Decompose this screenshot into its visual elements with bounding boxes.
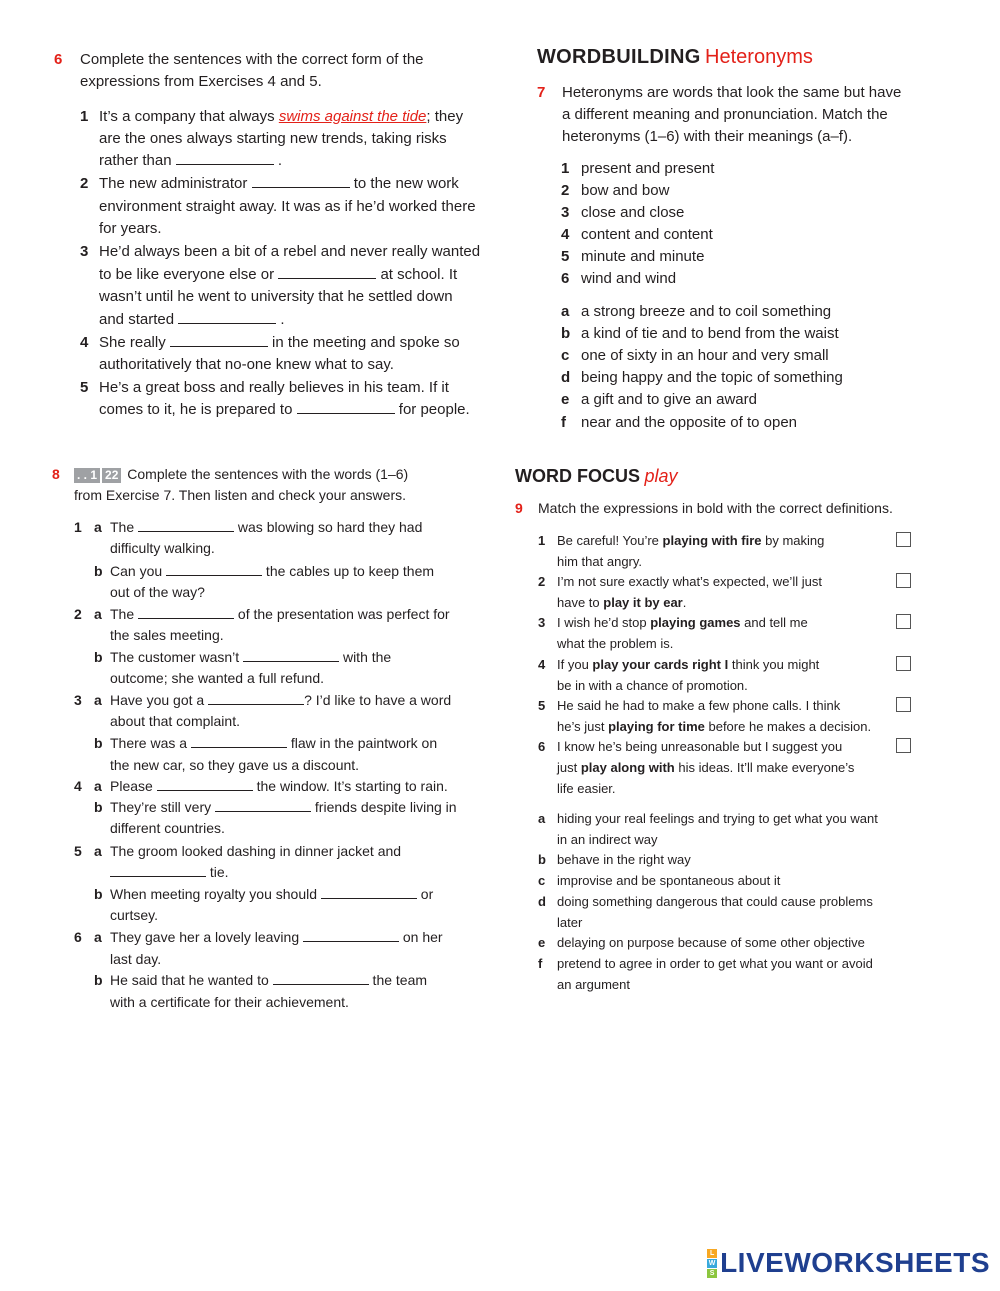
definition-text: pretend to agree in order to get what you want or avoid [557, 956, 873, 971]
answer-blank[interactable] [157, 778, 253, 791]
item-number: 4 [74, 778, 82, 794]
sentence-line: environment straight away. It was as if he’d worked there [99, 198, 476, 215]
sentence-line: are the ones always starting new trends, taking risks [99, 130, 447, 147]
definition-text: an argument [557, 977, 630, 992]
item-letter: a [94, 929, 102, 945]
list-item: 4 content and content [561, 226, 713, 243]
sentence-line: to be like everyone else or at school. It [99, 266, 458, 283]
sentence-text: Have you got a ? I’d like to have a word [110, 692, 452, 708]
definition-letter: b [538, 852, 546, 867]
sentence-row [74, 690, 451, 712]
definition-text: behave in the right way [557, 852, 691, 867]
item-number [74, 647, 94, 669]
list-item: b a kind of tie and to bend from the waist [561, 325, 839, 342]
section-heading [537, 46, 813, 69]
item-number [74, 755, 94, 777]
item-number [74, 818, 94, 840]
answer-blank[interactable] [166, 563, 262, 576]
sentence-text: outcome; she wanted a full refund. [110, 670, 325, 686]
item-letter [94, 582, 110, 604]
definition-letter: d [538, 894, 546, 909]
list-item: c one of sixty in an hour and very small [561, 347, 829, 364]
item-number [74, 625, 94, 647]
sentence-line: It’s a company that always swims against the tide; they [99, 108, 464, 125]
sentence-text: They’re still very friends despite living in [110, 799, 457, 815]
logo-mark-icon: L W S [708, 1249, 716, 1277]
sentence-text: difficulty walking. [110, 540, 215, 556]
item-letter [94, 862, 110, 884]
sentence-row [74, 538, 215, 560]
answer-blank[interactable] [243, 649, 339, 662]
item-letter: a [94, 843, 102, 859]
answer-checkbox[interactable] [896, 573, 911, 588]
sentence-line: comes to it, he is prepared to for people. [99, 401, 470, 418]
audio-track-icon[interactable]: . . 1 [74, 468, 100, 483]
item-number [74, 797, 94, 819]
sentence-text: Can you the cables up to keep them [110, 563, 435, 579]
item-number [74, 733, 94, 755]
exercise-6-number: 6 [54, 51, 63, 68]
sentence-row [74, 517, 422, 539]
item-number: 4 [538, 657, 546, 672]
exercise-6-instruction-line1: Complete the sentences with the correct form of the [80, 51, 424, 68]
item-letter [94, 949, 110, 971]
item-letter: a [94, 606, 102, 622]
sentence-row [74, 905, 158, 927]
item-number: 1 [74, 519, 82, 535]
logo-text: LIVEWORKSHEETS [720, 1247, 990, 1278]
sentence-text: about that complaint. [110, 713, 240, 729]
section-heading-subtitle: play [644, 466, 678, 486]
item-letter [94, 668, 110, 690]
sentence-line: He’s a great boss and really believes in his team. If it [99, 379, 449, 396]
section-heading-subtitle: Heteronyms [705, 46, 813, 68]
expression: playing with fire [662, 533, 762, 548]
sentence-line: She really in the meeting and spoke so [99, 334, 460, 351]
answer-blank[interactable] [176, 152, 274, 165]
list-item: d being happy and the topic of something [561, 369, 843, 386]
sentence-line: for years. [99, 220, 162, 237]
sentence-line: rather than . [99, 152, 283, 169]
answer-blank[interactable] [191, 735, 287, 748]
sentence-row [74, 604, 450, 626]
sentence-line: him that angry. [557, 554, 643, 569]
sentence-line: I’m not sure exactly what’s expected, we’ll just [557, 574, 822, 589]
sentence-row [74, 949, 161, 971]
section-heading [515, 466, 677, 487]
section-heading-title: WORD FOCUS [515, 466, 640, 486]
expression: playing for time [608, 719, 705, 734]
item-number [74, 949, 94, 971]
list-item: 3 close and close [561, 204, 685, 221]
item-letter: b [94, 649, 103, 665]
item-letter: a [94, 519, 102, 535]
item-number [74, 711, 94, 733]
sentence-line: he’s just playing for time before he makes a decision. [557, 719, 872, 734]
definition-text: hiding your real feelings and trying to get what you want [557, 811, 878, 826]
sentence-text: The groom looked dashing in dinner jacket and [110, 843, 402, 859]
item-number [74, 992, 94, 1014]
answer-blank[interactable] [303, 929, 399, 942]
sentence-row [74, 711, 240, 733]
sentence-text: different countries. [110, 820, 225, 836]
sentence-line: He’d always been a bit of a rebel and never really wanted [99, 243, 481, 260]
exercise-8-instruction-line2: from Exercise 7. Then listen and check your answers. [74, 487, 407, 503]
definition-text: delaying on purpose because of some other objective [557, 935, 865, 950]
item-number [74, 561, 94, 583]
sentence-line: authoritatively that no-one knew what to say. [99, 356, 394, 373]
answer-checkbox[interactable] [896, 656, 911, 671]
answer-blank[interactable] [297, 401, 395, 414]
item-letter: b [94, 799, 103, 815]
item-number: 6 [538, 739, 546, 754]
expression: play along with [580, 760, 675, 775]
item-letter [94, 625, 110, 647]
example-answer: swims against the tide [278, 108, 427, 125]
list-item: 1 present and present [561, 160, 715, 177]
item-number [74, 862, 94, 884]
item-number: 4 [80, 334, 89, 351]
sentence-row [74, 582, 205, 604]
sentence-line: I know he’s being unreasonable but I suggest you [557, 739, 843, 754]
definition-letter: a [538, 811, 546, 826]
list-item: f near and the opposite of to open [561, 414, 798, 431]
exercise-9-instruction: Match the expressions in bold with the correct definitions. [538, 500, 893, 516]
item-letter [94, 538, 110, 560]
item-letter: b [94, 886, 103, 902]
list-item: 6 wind and wind [561, 270, 677, 287]
sentence-text: The of the presentation was perfect for [110, 606, 450, 622]
sentence-row [74, 668, 324, 690]
list-item: 2 bow and bow [561, 182, 670, 199]
item-letter: b [94, 972, 103, 988]
exercise-7-instruction-line3: heteronyms (1–6) with their meanings (a–f). [562, 128, 853, 145]
sentence-line: what the problem is. [557, 636, 674, 651]
answer-checkbox[interactable] [896, 738, 911, 753]
sentence-line: The new administrator to the new work [99, 175, 459, 192]
sentence-line: Be careful! You’re playing with fire by making [557, 533, 825, 548]
item-number: 2 [538, 574, 546, 589]
answer-blank[interactable] [138, 519, 234, 532]
sentence-text: last day. [110, 951, 162, 967]
sentence-text: out of the way? [110, 584, 205, 600]
answer-checkbox[interactable] [896, 697, 911, 712]
exercise-7-instruction-line2: a different meaning and pronunciation. Match the [562, 106, 888, 123]
definition-text: in an indirect way [557, 832, 658, 847]
item-number: 5 [80, 379, 89, 396]
sentence-row [74, 862, 229, 884]
item-number [74, 905, 94, 927]
sentence-line: He said he had to make a few phone calls. I think [557, 698, 841, 713]
sentence-row [74, 647, 391, 669]
item-letter: a [94, 778, 102, 794]
answer-blank[interactable] [252, 175, 350, 188]
definition-letter: e [538, 935, 546, 950]
answer-checkbox[interactable] [896, 614, 911, 629]
sentence-row [74, 970, 427, 992]
item-number: 5 [74, 843, 82, 859]
item-letter: a [94, 692, 102, 708]
answer-checkbox[interactable] [896, 532, 911, 547]
sentence-row [74, 776, 448, 798]
exercise-7-instruction-line1: Heteronyms are words that look the same but have [562, 84, 902, 101]
sentence-line: If you play your cards right I think you might [557, 657, 820, 672]
item-number: 1 [80, 108, 89, 125]
list-item: e a gift and to give an award [561, 391, 757, 408]
list-item: a a strong breeze and to coil something [561, 303, 832, 320]
sentence-text: They gave her a lovely leaving on her [110, 929, 443, 945]
item-number [74, 538, 94, 560]
definition-letter: f [538, 956, 543, 971]
definition-text: doing something dangerous that could cause problems [557, 894, 873, 909]
sentence-line: and started . [99, 311, 285, 328]
definition-letter: c [538, 873, 546, 888]
answer-blank[interactable] [110, 864, 206, 877]
sentence-row [74, 841, 401, 863]
item-number [74, 884, 94, 906]
sentence-text: When meeting royalty you should or [110, 886, 434, 902]
item-number: 3 [80, 243, 89, 260]
sentence-row [74, 797, 457, 819]
sentence-text: The customer wasn’t with the [110, 649, 392, 665]
item-letter: b [94, 735, 103, 751]
sentence-text: There was a flaw in the paintwork on [110, 735, 438, 751]
exercise-7-number: 7 [537, 84, 546, 101]
sentence-text: Please the window. It’s starting to rain. [110, 778, 448, 794]
item-number [74, 970, 94, 992]
item-letter: b [94, 563, 103, 579]
sentence-text: tie. [110, 862, 229, 884]
item-letter [94, 905, 110, 927]
sentence-text: The was blowing so hard they had [110, 519, 423, 535]
list-item: 5 minute and minute [561, 248, 705, 265]
expression: playing games [650, 615, 741, 630]
sentence-row [74, 625, 224, 647]
exercise-8-number: 8 [52, 466, 60, 482]
sentence-line: have to play it by ear. [557, 595, 687, 610]
sentence-line: be in with a chance of promotion. [557, 678, 748, 693]
sentence-row [74, 992, 349, 1014]
expression: play your cards right I [592, 657, 729, 672]
answer-blank[interactable] [170, 334, 268, 347]
section-heading-title: WORDBUILDING [537, 46, 701, 68]
sentence-line: life easier. [557, 781, 616, 796]
exercise-9-number: 9 [515, 500, 523, 516]
answer-blank[interactable] [278, 266, 376, 279]
sentence-row [74, 561, 434, 583]
definition-text: later [557, 915, 583, 930]
exercise-6-instruction-line2: expressions from Exercises 4 and 5. [80, 73, 322, 90]
item-number: 3 [538, 615, 546, 630]
exercise-8-instruction-line1: . . 1 22 Complete the sentences with the words (1–6) [74, 464, 408, 486]
answer-blank[interactable] [215, 799, 311, 812]
sentence-row [74, 818, 225, 840]
sentence-row [74, 755, 359, 777]
item-letter [94, 818, 110, 840]
item-number: 6 [74, 929, 82, 945]
item-number: 2 [80, 175, 89, 192]
item-number: 5 [538, 698, 546, 713]
sentence-text: with a certificate for their achievement. [110, 994, 349, 1010]
liveworksheets-logo [707, 1247, 990, 1279]
sentence-row [74, 733, 437, 755]
sentence-row [74, 884, 433, 906]
item-number [74, 582, 94, 604]
expression: play it by ear [603, 595, 683, 610]
item-letter [94, 755, 110, 777]
sentence-line: just play along with his ideas. It’ll make everyone’s [557, 760, 855, 775]
audio-track-number[interactable]: 22 [102, 468, 121, 483]
answer-blank[interactable] [138, 606, 234, 619]
item-letter [94, 711, 110, 733]
item-number: 3 [74, 692, 82, 708]
sentence-row [74, 927, 443, 949]
sentence-text: curtsey. [110, 907, 158, 923]
definition-text: improvise and be spontaneous about it [557, 873, 781, 888]
sentence-line: wasn’t until he went to university that he settled down [99, 288, 453, 305]
answer-blank[interactable] [273, 972, 369, 985]
item-number: 1 [538, 533, 546, 548]
answer-blank[interactable] [178, 311, 276, 324]
sentence-line: I wish he’d stop playing games and tell me [557, 615, 808, 630]
sentence-text: the sales meeting. [110, 627, 224, 643]
sentence-text: He said that he wanted to the team [110, 972, 428, 988]
item-letter [94, 992, 110, 1014]
answer-blank[interactable] [208, 692, 304, 705]
answer-blank[interactable] [321, 886, 417, 899]
item-number: 2 [74, 606, 82, 622]
sentence-text: the new car, so they gave us a discount. [110, 757, 360, 773]
item-number [74, 668, 94, 690]
